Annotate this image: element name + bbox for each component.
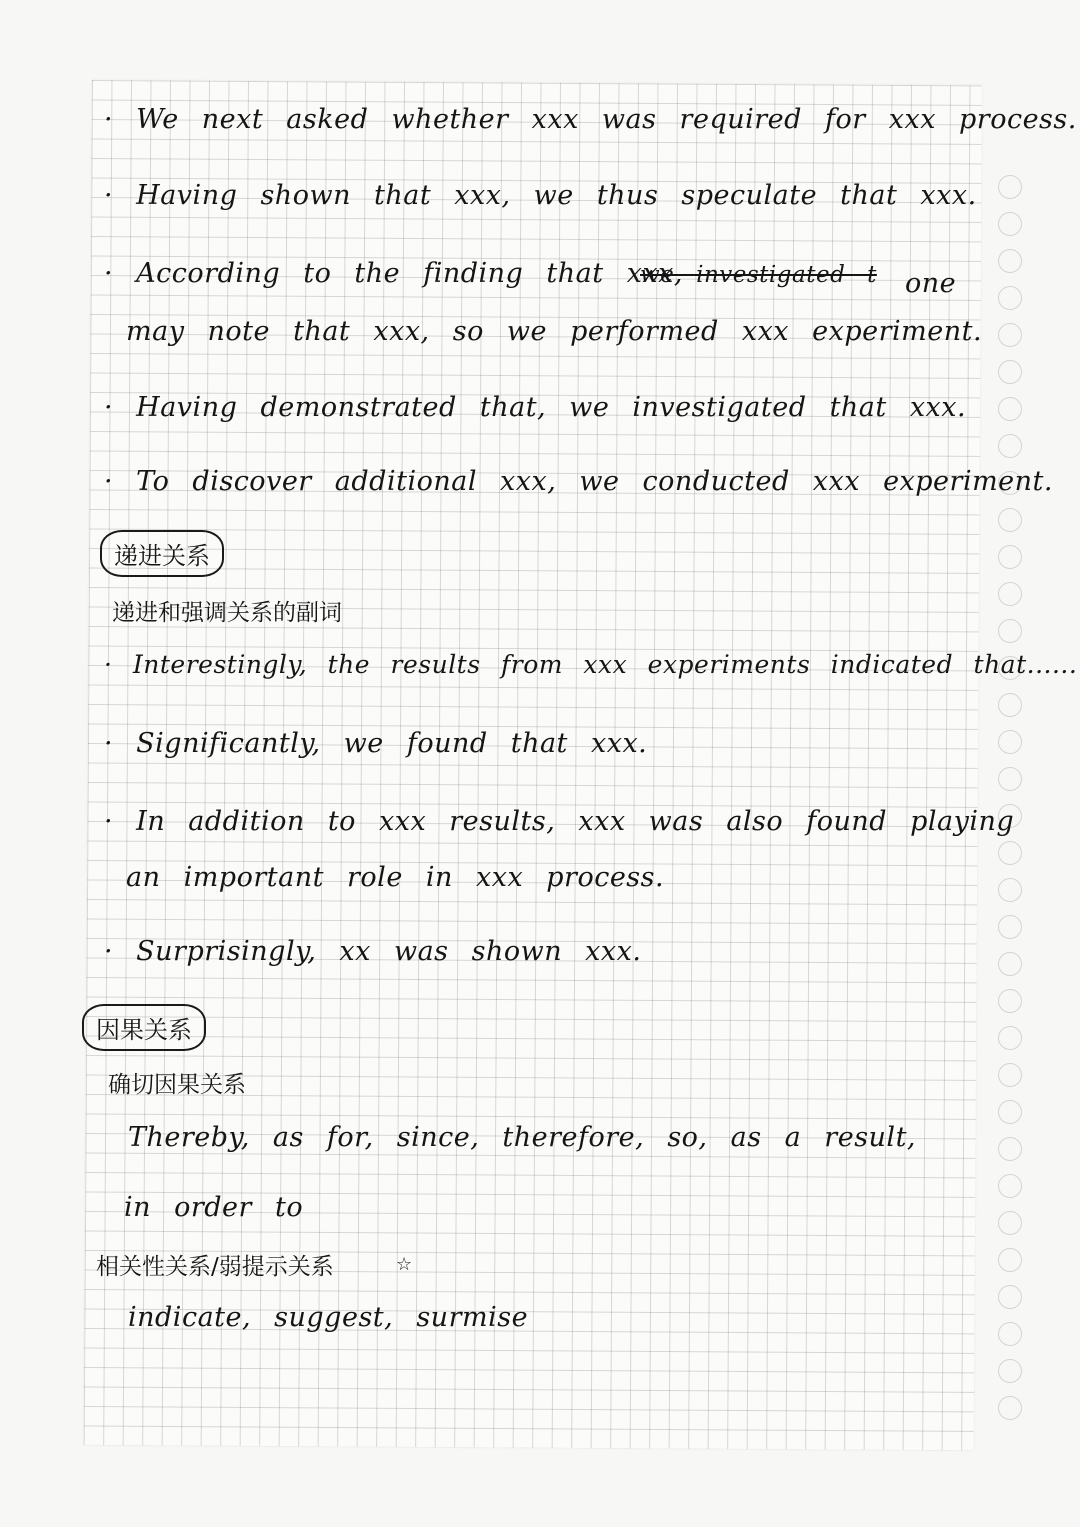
note-line: an important role in xxx process. xyxy=(126,862,665,893)
note-line: indicate, suggest, surmise xyxy=(128,1302,529,1333)
note-line: · Significantly, we found that xxx. xyxy=(104,728,648,759)
note-line: · We next asked whether xxx was required for xxx process. xyxy=(104,104,1077,135)
section-heading-progressive xyxy=(100,530,224,577)
note-line: in order to xyxy=(124,1192,304,1223)
note-line: · According to the finding that xxx, xyxy=(104,258,683,289)
note-line: · To discover additional xxx, we conducted xxx experiment. xyxy=(104,466,1053,497)
note-line: · Having demonstrated that, we investigated that xxx. xyxy=(104,392,967,423)
note-line: one xyxy=(905,268,957,299)
section-subheading: 确切因果关系 xyxy=(108,1072,246,1098)
note-line: · Interestingly, the results from xxx experiments indicated that...... xyxy=(104,650,1078,679)
section-heading-text: 因果关系 xyxy=(96,1016,192,1044)
section-subheading: 递进和强调关系的副词 xyxy=(112,600,342,626)
star-mark: ☆ xyxy=(396,1254,413,1275)
note-line: · Having shown that xxx, we thus speculate that xxx. xyxy=(104,180,977,211)
section-heading-causal xyxy=(82,1004,206,1051)
note-line: · Surprisingly, xx was shown xxx. xyxy=(104,936,642,967)
note-line: · In addition to xxx results, xxx was also found playing xyxy=(104,806,1015,837)
note-line: may note that xxx, so we performed xxx experiment. xyxy=(126,316,983,347)
struck-text: we investigated t xyxy=(640,262,877,288)
section-subheading: 相关性关系/弱提示关系 xyxy=(96,1254,334,1280)
section-heading-text: 递进关系 xyxy=(114,542,210,570)
note-line: Thereby, as for, since, therefore, so, as a result, xyxy=(128,1122,917,1153)
